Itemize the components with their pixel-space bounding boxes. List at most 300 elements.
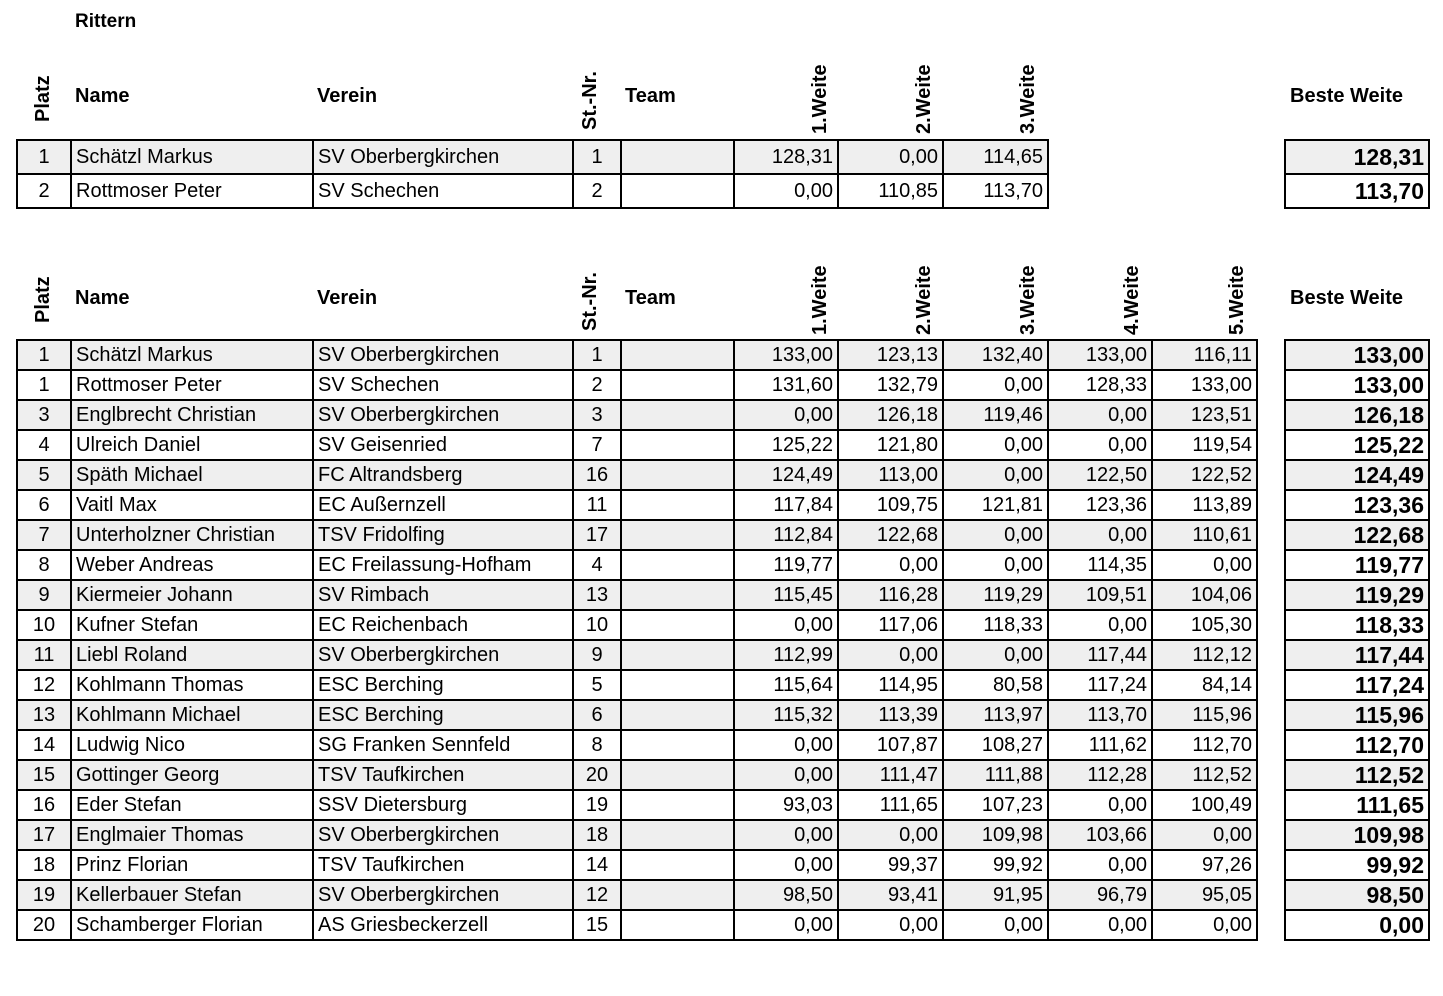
beste-weite-cell: 125,22 xyxy=(1285,430,1429,460)
best-row xyxy=(1285,610,1429,640)
platz-cell: 18 xyxy=(17,850,71,880)
table-row xyxy=(17,490,1257,520)
stnr-cell: 18 xyxy=(573,820,621,850)
table-row xyxy=(17,670,1257,700)
name-cell: Ulreich Daniel xyxy=(71,430,313,460)
platz-cell: 11 xyxy=(17,640,71,670)
weite-1-cell: 0,00 xyxy=(734,760,838,790)
team-cell xyxy=(621,140,734,174)
platz-cell: 10 xyxy=(17,610,71,640)
weite-1-cell: 112,84 xyxy=(734,520,838,550)
team-cell xyxy=(621,640,734,670)
table-row xyxy=(17,140,1048,174)
header-beste-weite: Beste Weite xyxy=(1290,85,1404,107)
name-cell: Schätzl Markus xyxy=(71,340,313,370)
stnr-cell: 19 xyxy=(573,790,621,820)
best-table-2 xyxy=(1284,339,1430,941)
beste-weite-cell: 117,24 xyxy=(1285,670,1429,700)
weite-1-cell: 93,03 xyxy=(734,790,838,820)
beste-weite-cell: 115,96 xyxy=(1285,700,1429,730)
header-weite-2: 2.Weite xyxy=(913,265,935,335)
header-weite-5: 5.Weite xyxy=(1226,265,1248,335)
weite-2-cell: 93,41 xyxy=(838,880,943,910)
weite-2-cell: 126,18 xyxy=(838,400,943,430)
name-cell: Kohlmann Thomas xyxy=(71,670,313,700)
name-cell: Prinz Florian xyxy=(71,850,313,880)
weite-5-cell: 95,05 xyxy=(1152,880,1257,910)
weite-1-cell: 0,00 xyxy=(734,400,838,430)
best-row xyxy=(1285,760,1429,790)
platz-cell: 14 xyxy=(17,730,71,760)
team-cell xyxy=(621,850,734,880)
weite-3-cell: 0,00 xyxy=(943,550,1048,580)
platz-cell: 13 xyxy=(17,700,71,730)
team-cell xyxy=(621,340,734,370)
weite-2-cell: 107,87 xyxy=(838,730,943,760)
weite-3-cell: 0,00 xyxy=(943,460,1048,490)
table-row xyxy=(17,850,1257,880)
stnr-cell: 7 xyxy=(573,430,621,460)
weite-2-cell: 132,79 xyxy=(838,370,943,400)
best-row xyxy=(1285,790,1429,820)
stnr-cell: 20 xyxy=(573,760,621,790)
weite-2-cell: 109,75 xyxy=(838,490,943,520)
weite-5-cell: 119,54 xyxy=(1152,430,1257,460)
weite-1-cell: 125,22 xyxy=(734,430,838,460)
weite-4-cell: 122,50 xyxy=(1048,460,1152,490)
platz-cell: 5 xyxy=(17,460,71,490)
weite-4-cell: 96,79 xyxy=(1048,880,1152,910)
header-weite-2: 2.Weite xyxy=(913,64,935,134)
platz-cell: 20 xyxy=(17,910,71,940)
stnr-cell: 2 xyxy=(573,370,621,400)
weite-5-cell: 0,00 xyxy=(1152,910,1257,940)
name-cell: Vaitl Max xyxy=(71,490,313,520)
team-cell xyxy=(621,174,734,208)
team-cell xyxy=(621,400,734,430)
verein-cell: SV Rimbach xyxy=(313,580,573,610)
team-cell xyxy=(621,370,734,400)
beste-weite-cell: 133,00 xyxy=(1285,340,1429,370)
weite-1-cell: 0,00 xyxy=(734,730,838,760)
weite-5-cell: 84,14 xyxy=(1152,670,1257,700)
best-row xyxy=(1285,400,1429,430)
verein-cell: SV Oberbergkirchen xyxy=(313,880,573,910)
team-cell xyxy=(621,550,734,580)
weite-3-cell: 119,29 xyxy=(943,580,1048,610)
verein-cell: SV Oberbergkirchen xyxy=(313,640,573,670)
stnr-cell: 6 xyxy=(573,700,621,730)
beste-weite-cell: 112,70 xyxy=(1285,730,1429,760)
beste-weite-cell: 113,70 xyxy=(1285,174,1429,208)
name-cell: Schätzl Markus xyxy=(71,140,313,174)
weite-4-cell: 128,33 xyxy=(1048,370,1152,400)
best-row xyxy=(1285,370,1429,400)
table-row xyxy=(17,610,1257,640)
weite-1-cell: 115,32 xyxy=(734,700,838,730)
platz-cell: 9 xyxy=(17,580,71,610)
beste-weite-cell: 117,44 xyxy=(1285,640,1429,670)
header-team: Team xyxy=(625,287,676,309)
team-cell xyxy=(621,520,734,550)
table-row xyxy=(17,910,1257,940)
weite-2-cell: 114,95 xyxy=(838,670,943,700)
stnr-cell: 12 xyxy=(573,880,621,910)
header-platz: Platz xyxy=(32,75,54,122)
best-row xyxy=(1285,730,1429,760)
results-table-2 xyxy=(16,339,1258,941)
stnr-cell: 14 xyxy=(573,850,621,880)
weite-1-cell: 98,50 xyxy=(734,880,838,910)
table-row xyxy=(17,730,1257,760)
verein-cell: ESC Berching xyxy=(313,670,573,700)
name-cell: Unterholzner Christian xyxy=(71,520,313,550)
platz-cell: 15 xyxy=(17,760,71,790)
weite-3-cell: 0,00 xyxy=(943,640,1048,670)
stnr-cell: 9 xyxy=(573,640,621,670)
verein-cell: SSV Dietersburg xyxy=(313,790,573,820)
beste-weite-cell: 98,50 xyxy=(1285,880,1429,910)
table-row xyxy=(17,760,1257,790)
weite-1-cell: 0,00 xyxy=(734,820,838,850)
weite-4-cell: 0,00 xyxy=(1048,910,1152,940)
table-row xyxy=(17,460,1257,490)
verein-cell: ESC Berching xyxy=(313,700,573,730)
beste-weite-cell: 128,31 xyxy=(1285,140,1429,174)
best-row xyxy=(1285,820,1429,850)
stnr-cell: 15 xyxy=(573,910,621,940)
beste-weite-cell: 126,18 xyxy=(1285,400,1429,430)
weite-5-cell: 112,70 xyxy=(1152,730,1257,760)
weite-1-cell: 115,64 xyxy=(734,670,838,700)
weite-4-cell: 111,62 xyxy=(1048,730,1152,760)
header-stnr: St.-Nr. xyxy=(579,71,601,130)
beste-weite-cell: 118,33 xyxy=(1285,610,1429,640)
best-row xyxy=(1285,880,1429,910)
weite-1-cell: 0,00 xyxy=(734,850,838,880)
team-cell xyxy=(621,790,734,820)
best-row xyxy=(1285,460,1429,490)
stnr-cell: 10 xyxy=(573,610,621,640)
weite-4-cell: 0,00 xyxy=(1048,610,1152,640)
weite-5-cell: 105,30 xyxy=(1152,610,1257,640)
weite-2-cell: 0,00 xyxy=(838,640,943,670)
best-row xyxy=(1285,700,1429,730)
platz-cell: 8 xyxy=(17,550,71,580)
name-cell: Eder Stefan xyxy=(71,790,313,820)
header-beste-weite: Beste Weite xyxy=(1290,287,1404,309)
team-cell xyxy=(621,610,734,640)
header-stnr: St.-Nr. xyxy=(579,272,601,331)
weite-3-cell: 132,40 xyxy=(943,340,1048,370)
table-row xyxy=(17,400,1257,430)
stnr-cell: 16 xyxy=(573,460,621,490)
weite-2-cell: 0,00 xyxy=(838,910,943,940)
verein-cell: SV Oberbergkirchen xyxy=(313,820,573,850)
results-table-1 xyxy=(16,139,1049,209)
weite-3-cell: 109,98 xyxy=(943,820,1048,850)
stnr-cell: 1 xyxy=(573,140,621,174)
weite-5-cell: 123,51 xyxy=(1152,400,1257,430)
verein-cell: TSV Taufkirchen xyxy=(313,760,573,790)
verein-cell: TSV Taufkirchen xyxy=(313,850,573,880)
beste-weite-cell: 122,68 xyxy=(1285,520,1429,550)
weite-1-cell: 124,49 xyxy=(734,460,838,490)
team-cell xyxy=(621,490,734,520)
weite-5-cell: 116,11 xyxy=(1152,340,1257,370)
weite-1-cell: 133,00 xyxy=(734,340,838,370)
table-row xyxy=(17,820,1257,850)
weite-5-cell: 100,49 xyxy=(1152,790,1257,820)
table-row xyxy=(17,370,1257,400)
weite-4-cell: 109,51 xyxy=(1048,580,1152,610)
header-platz: Platz xyxy=(32,276,54,323)
team-cell xyxy=(621,880,734,910)
beste-weite-cell: 112,52 xyxy=(1285,760,1429,790)
platz-cell: 1 xyxy=(17,370,71,400)
weite-3-cell: 107,23 xyxy=(943,790,1048,820)
weite-3-cell: 91,95 xyxy=(943,880,1048,910)
weite-1-cell: 112,99 xyxy=(734,640,838,670)
header-weite-3: 3.Weite xyxy=(1017,64,1039,134)
platz-cell: 1 xyxy=(17,140,71,174)
name-cell: Englbrecht Christian xyxy=(71,400,313,430)
stnr-cell: 17 xyxy=(573,520,621,550)
weite-2-cell: 111,47 xyxy=(838,760,943,790)
weite-5-cell: 97,26 xyxy=(1152,850,1257,880)
weite-1-cell: 0,00 xyxy=(734,174,838,208)
weite-1-cell: 119,77 xyxy=(734,550,838,580)
table-row xyxy=(17,790,1257,820)
beste-weite-cell: 99,92 xyxy=(1285,850,1429,880)
team-cell xyxy=(621,460,734,490)
weite-1-cell: 115,45 xyxy=(734,580,838,610)
best-row xyxy=(1285,640,1429,670)
table-row xyxy=(17,174,1048,208)
best-row xyxy=(1285,550,1429,580)
weite-2-cell: 122,68 xyxy=(838,520,943,550)
name-cell: Englmaier Thomas xyxy=(71,820,313,850)
platz-cell: 17 xyxy=(17,820,71,850)
weite-5-cell: 112,52 xyxy=(1152,760,1257,790)
name-cell: Gottinger Georg xyxy=(71,760,313,790)
stnr-cell: 8 xyxy=(573,730,621,760)
verein-cell: SV Schechen xyxy=(313,370,573,400)
weite-1-cell: 131,60 xyxy=(734,370,838,400)
weite-5-cell: 110,61 xyxy=(1152,520,1257,550)
weite-5-cell: 113,89 xyxy=(1152,490,1257,520)
header-name: Name xyxy=(75,287,130,309)
beste-weite-cell: 123,36 xyxy=(1285,490,1429,520)
platz-cell: 6 xyxy=(17,490,71,520)
weite-2-cell: 121,80 xyxy=(838,430,943,460)
beste-weite-cell: 0,00 xyxy=(1285,910,1429,940)
name-cell: Rottmoser Peter xyxy=(71,370,313,400)
weite-3-cell: 121,81 xyxy=(943,490,1048,520)
best-row xyxy=(1285,850,1429,880)
platz-cell: 4 xyxy=(17,430,71,460)
weite-2-cell: 113,00 xyxy=(838,460,943,490)
verein-cell: AS Griesbeckerzell xyxy=(313,910,573,940)
name-cell: Ludwig Nico xyxy=(71,730,313,760)
table-row xyxy=(17,520,1257,550)
weite-2-cell: 0,00 xyxy=(838,820,943,850)
weite-4-cell: 0,00 xyxy=(1048,790,1152,820)
weite-3-cell: 108,27 xyxy=(943,730,1048,760)
weite-1-cell: 128,31 xyxy=(734,140,838,174)
best-row xyxy=(1285,340,1429,370)
weite-4-cell: 112,28 xyxy=(1048,760,1152,790)
header-weite-4: 4.Weite xyxy=(1121,265,1143,335)
weite-2-cell: 99,37 xyxy=(838,850,943,880)
verein-cell: SG Franken Sennfeld xyxy=(313,730,573,760)
weite-3-cell: 119,46 xyxy=(943,400,1048,430)
weite-4-cell: 103,66 xyxy=(1048,820,1152,850)
weite-1-cell: 117,84 xyxy=(734,490,838,520)
beste-weite-cell: 111,65 xyxy=(1285,790,1429,820)
header-verein: Verein xyxy=(317,287,378,309)
weite-2-cell: 116,28 xyxy=(838,580,943,610)
weite-1-cell: 0,00 xyxy=(734,610,838,640)
stnr-cell: 1 xyxy=(573,340,621,370)
verein-cell: SV Oberbergkirchen xyxy=(313,140,573,174)
team-cell xyxy=(621,670,734,700)
table-row xyxy=(17,580,1257,610)
best-row xyxy=(1285,910,1429,940)
weite-5-cell: 115,96 xyxy=(1152,700,1257,730)
weite-4-cell: 0,00 xyxy=(1048,400,1152,430)
best-row xyxy=(1285,430,1429,460)
beste-weite-cell: 124,49 xyxy=(1285,460,1429,490)
verein-cell: SV Oberbergkirchen xyxy=(313,400,573,430)
weite-3-cell: 111,88 xyxy=(943,760,1048,790)
weite-1-cell: 0,00 xyxy=(734,910,838,940)
header-verein: Verein xyxy=(317,85,378,107)
best-row xyxy=(1285,174,1429,208)
name-cell: Liebl Roland xyxy=(71,640,313,670)
table-row xyxy=(17,880,1257,910)
stnr-cell: 5 xyxy=(573,670,621,700)
weite-5-cell: 112,12 xyxy=(1152,640,1257,670)
table-row xyxy=(17,550,1257,580)
verein-cell: TSV Fridolfing xyxy=(313,520,573,550)
header-weite-1: 1.Weite xyxy=(809,64,831,134)
weite-3-cell: 113,97 xyxy=(943,700,1048,730)
platz-cell: 16 xyxy=(17,790,71,820)
weite-2-cell: 0,00 xyxy=(838,140,943,174)
platz-cell: 3 xyxy=(17,400,71,430)
weite-2-cell: 110,85 xyxy=(838,174,943,208)
platz-cell: 2 xyxy=(17,174,71,208)
header-weite-1: 1.Weite xyxy=(809,265,831,335)
weite-4-cell: 117,44 xyxy=(1048,640,1152,670)
verein-cell: EC Außernzell xyxy=(313,490,573,520)
verein-cell: FC Altrandsberg xyxy=(313,460,573,490)
stnr-cell: 11 xyxy=(573,490,621,520)
weite-3-cell: 113,70 xyxy=(943,174,1048,208)
weite-3-cell: 80,58 xyxy=(943,670,1048,700)
weite-4-cell: 133,00 xyxy=(1048,340,1152,370)
team-cell xyxy=(621,580,734,610)
stnr-cell: 13 xyxy=(573,580,621,610)
weite-3-cell: 0,00 xyxy=(943,430,1048,460)
weite-4-cell: 0,00 xyxy=(1048,520,1152,550)
weite-3-cell: 114,65 xyxy=(943,140,1048,174)
stnr-cell: 2 xyxy=(573,174,621,208)
platz-cell: 7 xyxy=(17,520,71,550)
best-row xyxy=(1285,490,1429,520)
beste-weite-cell: 119,29 xyxy=(1285,580,1429,610)
platz-cell: 1 xyxy=(17,340,71,370)
best-row xyxy=(1285,140,1429,174)
name-cell: Kohlmann Michael xyxy=(71,700,313,730)
best-table-1 xyxy=(1284,139,1430,209)
weite-3-cell: 0,00 xyxy=(943,370,1048,400)
team-cell xyxy=(621,430,734,460)
name-cell: Schamberger Florian xyxy=(71,910,313,940)
weite-4-cell: 0,00 xyxy=(1048,850,1152,880)
name-cell: Weber Andreas xyxy=(71,550,313,580)
verein-cell: EC Reichenbach xyxy=(313,610,573,640)
weite-2-cell: 123,13 xyxy=(838,340,943,370)
weite-4-cell: 117,24 xyxy=(1048,670,1152,700)
verein-cell: EC Freilassung-Hofham xyxy=(313,550,573,580)
table-row xyxy=(17,640,1257,670)
best-row xyxy=(1285,520,1429,550)
weite-5-cell: 122,52 xyxy=(1152,460,1257,490)
weite-3-cell: 0,00 xyxy=(943,520,1048,550)
weite-5-cell: 104,06 xyxy=(1152,580,1257,610)
verein-cell: SV Geisenried xyxy=(313,430,573,460)
weite-2-cell: 111,65 xyxy=(838,790,943,820)
table-row xyxy=(17,340,1257,370)
weite-3-cell: 99,92 xyxy=(943,850,1048,880)
team-cell xyxy=(621,730,734,760)
weite-5-cell: 0,00 xyxy=(1152,550,1257,580)
weite-4-cell: 123,36 xyxy=(1048,490,1152,520)
weite-3-cell: 0,00 xyxy=(943,910,1048,940)
team-cell xyxy=(621,820,734,850)
header-team: Team xyxy=(625,85,676,107)
platz-cell: 19 xyxy=(17,880,71,910)
weite-3-cell: 118,33 xyxy=(943,610,1048,640)
page-title: Rittern xyxy=(75,11,137,32)
verein-cell: SV Oberbergkirchen xyxy=(313,340,573,370)
beste-weite-cell: 119,77 xyxy=(1285,550,1429,580)
name-cell: Kellerbauer Stefan xyxy=(71,880,313,910)
team-cell xyxy=(621,910,734,940)
header-weite-3: 3.Weite xyxy=(1017,265,1039,335)
stnr-cell: 3 xyxy=(573,400,621,430)
table-row xyxy=(17,430,1257,460)
team-cell xyxy=(621,760,734,790)
name-cell: Kiermeier Johann xyxy=(71,580,313,610)
best-row xyxy=(1285,580,1429,610)
weite-2-cell: 113,39 xyxy=(838,700,943,730)
weite-5-cell: 0,00 xyxy=(1152,820,1257,850)
best-row xyxy=(1285,670,1429,700)
header-name: Name xyxy=(75,85,130,107)
weite-4-cell: 113,70 xyxy=(1048,700,1152,730)
weite-4-cell: 0,00 xyxy=(1048,430,1152,460)
stnr-cell: 4 xyxy=(573,550,621,580)
name-cell: Späth Michael xyxy=(71,460,313,490)
name-cell: Rottmoser Peter xyxy=(71,174,313,208)
beste-weite-cell: 133,00 xyxy=(1285,370,1429,400)
team-cell xyxy=(621,700,734,730)
table-row xyxy=(17,700,1257,730)
weite-5-cell: 133,00 xyxy=(1152,370,1257,400)
